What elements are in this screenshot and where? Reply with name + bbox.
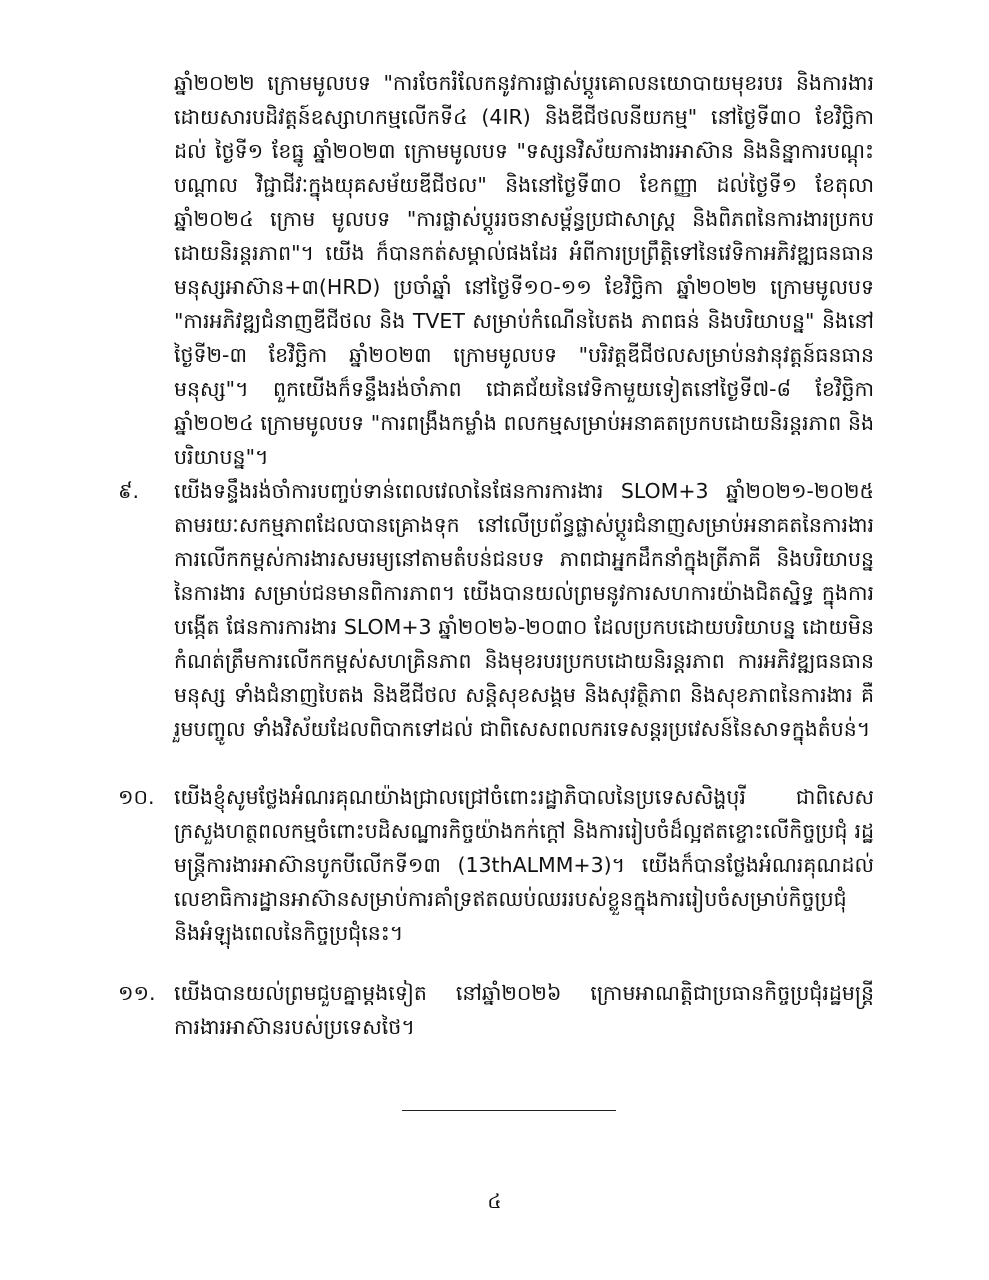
page-number: ៤ — [487, 1189, 502, 1213]
paragraph-item-9: យើងទន្ទឹងរង់ចាំការបញ្ចប់ទាន់ពេលវេលានៃផែនការការងារ SLOM+3 ឆ្នាំ២០២១-២០២៥ តាមរយៈសកម្មភាពដែលបានគ្រោងទុក នៅលើប្រព័ន្ធផ្លាស់ប្តូរជំនាញសម្រាប់អនាគតនៃការងារ ការលើកកម្ពស់ការងារសមរម្យនៅតាមតំបន់ជនបទ ភាពជាអ្នកដឹកនាំក្នុងត្រីភាគី និងបរិយាបន្ននៃការងារ សម្រាប់ជនមានពិការភាព។ យើងបានយល់ព្រមនូវការសហការយ៉ាងជិតស្និទ្ធ ក្នុងការបង្កើត ផែនការការងារ SLOM+3 ឆ្នាំ២០២៦-២០៣០ ដែលប្រកបដោយបរិយាបន្ន ដោយមិនកំណត់ត្រឹមការលើកកម្ពស់សហគ្រិនភាព និងមុខរបរប្រកបដោយនិរន្តរភាព ការអភិវឌ្ឍធនធានមនុស្ស ទាំងជំនាញបៃតង និងឌីជីថល សន្តិសុខសង្គម និងសុវត្ថិភាព និងសុខភាពនៃការងារ គឺរួមបញ្ចូល ទាំងវិស័យដែលពិបាកទៅដល់ ជាពិសេសពលករទេសន្តរប្រវេសន៍នៃសាទក្នុងតំបន់។ — [174, 479, 874, 741]
paragraph-continuation: ឆ្នាំ២០២២ ក្រោមមូលបទ "ការចែករំលែកនូវការផ្លាស់ប្តូរគោលនយោបាយមុខរបរ និងការងារ ដោយសារបដិវត្តន៍ឧស្សាហកម្មលើកទី៤ (4IR) និងឌីជីថលនីយកម្ម" នៅថ្ងៃទី៣០ ខែវិច្ឆិកាដល់ ថ្ងៃទី១ ខែធ្នូ ឆ្នាំ២០២៣ ក្រោមមូលបទ "ទស្សនវិស័យការងារអាស៊ាន និងនិន្នាការបណ្តុះបណ្តាល វិជ្ជាជីវៈក្នុងយុគសម័យឌីជីថល" និងនៅថ្ងៃទី៣០ ខែកញ្ញា ដល់ថ្ងៃទី១ ខែតុលា ឆ្នាំ២០២៤ ក្រោម មូលបទ "ការផ្លាស់ប្តូររចនាសម្ព័ន្ធប្រជាសាស្ត្រ និងពិភពនៃការងារប្រកបដោយនិរន្តរភាព"។ យើង ក៏បានកត់សម្គាល់ផងដែរ អំពីការប្រព្រឹត្តិទៅនៃវេទិកាអភិវឌ្ឍធនធានមនុស្សអាស៊ាន+៣(HRD) ប្រចាំឆ្នាំ នៅថ្ងៃទី១០-១១ ខែវិច្ឆិកា ឆ្នាំ២០២២ ក្រោមមូលបទ "ការអភិវឌ្ឍជំនាញឌីជីថល និង TVET សម្រាប់កំណើនបៃតង ភាពធន់ និងបរិយាបន្ន" និងនៅថ្ងៃទី២-៣ ខែវិច្ឆិកា ឆ្នាំ២០២៣ ក្រោមមូលបទ "បរិវត្តឌីជីថលសម្រាប់នវានុវត្តន៍ធនធានមនុស្ស"។ ពួកយើងក៏ទន្ទឹងរង់ចាំភាព ជោគជ័យនៃវេទិកាមួយទៀតនៅថ្ងៃទី៧-៨ ខែវិច្ឆិកា ឆ្នាំ២០២៤ ក្រោមមូលបទ "ការពង្រឹងកម្លាំង ពលកម្មសម្រាប់អនាគតប្រកបដោយនិរន្តរភាព និងបរិយាបន្ន"។ — [174, 71, 874, 469]
end-divider-line — [402, 1110, 616, 1111]
paragraph-item-11: យើងបានយល់ព្រមជួបគ្នាម្តងទៀត នៅឆ្នាំ២០២៦ ក្រោមអាណត្តិជាប្រធានកិច្ចប្រជុំរដ្ឋមន្ត្រី ការងារអាស៊ានរបស់ប្រទេសថៃ។ — [174, 981, 874, 1039]
item-number-10: ១០. — [118, 785, 155, 809]
item-number-11: ១១. — [118, 981, 156, 1005]
item-number-9: ៩. — [118, 479, 140, 503]
paragraph-item-10: យើងខ្ញុំសូមថ្លែងអំណរគុណយ៉ាងជ្រាលជ្រៅចំពោះរដ្ឋាភិបាលនៃប្រទេសសិង្ហបុរី ជាពិសេស ក្រសួងហត្ថពលកម្មចំពោះបដិសណ្ឋារកិច្ចយ៉ាងកក់ក្តៅ និងការរៀបចំដ៏ល្អឥតខ្ចោះលើកិច្ចប្រជុំ រដ្ឋមន្ត្រីការងារអាស៊ានបូកបីលើកទី១៣ (13thALMM+3)។ យើងក៏បានថ្លែងអំណរគុណដល់ លេខាធិការដ្ឋានអាស៊ានសម្រាប់ការគាំទ្រឥតឈប់ឈររបស់ខ្លួនក្នុងការរៀបចំសម្រាប់កិច្ចប្រជុំ និងអំឡុងពេលនៃកិច្ចប្រជុំនេះ។ — [174, 785, 874, 945]
